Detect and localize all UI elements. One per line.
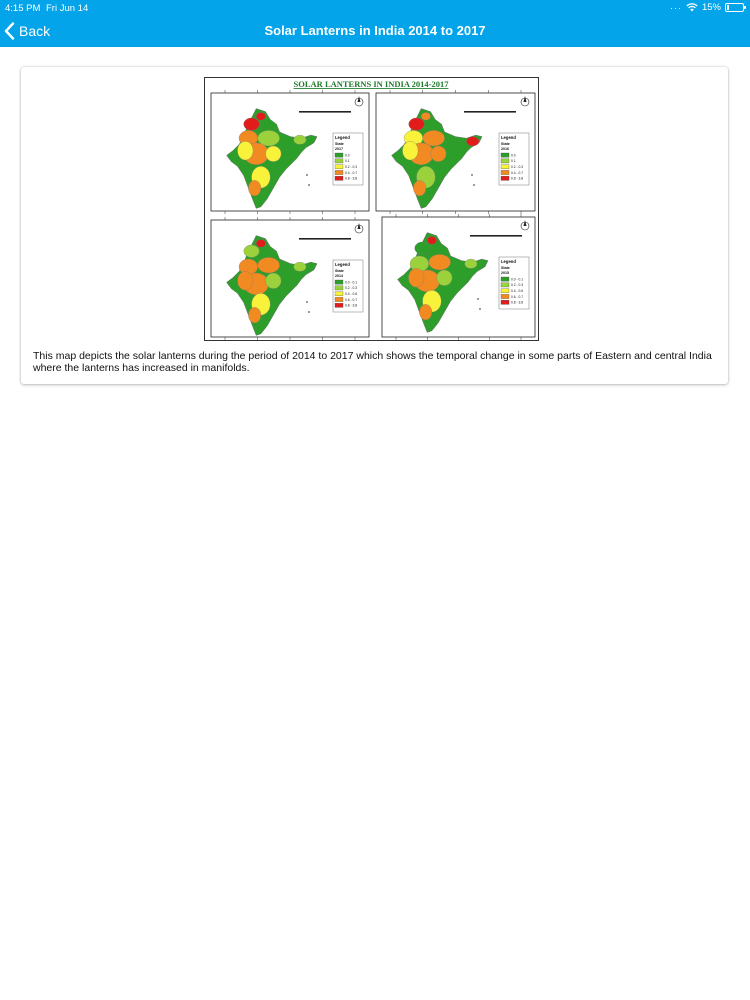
- legend-class-label: 0.8 - 3.8: [345, 303, 358, 308]
- legend-swatch: [335, 303, 343, 307]
- back-label: Back: [19, 23, 51, 39]
- legend-swatch: [335, 292, 343, 296]
- battery-level: [727, 5, 729, 10]
- legend-swatch: [335, 165, 343, 169]
- island-marker: [306, 174, 308, 176]
- legend-class-label: 0.2 - 0.3: [345, 165, 358, 169]
- page-title: Solar Lanterns in India 2014 to 2017: [264, 23, 486, 38]
- legend-class-label: 0.8 - 3.8: [511, 176, 524, 181]
- legend-class-label: 0.8 - 3.8: [511, 300, 524, 305]
- legend-swatch: [501, 165, 509, 169]
- legend-swatch: [501, 277, 509, 281]
- legend-subtitle: State: [335, 269, 344, 273]
- legend-subtitle: State: [501, 266, 510, 270]
- legend-class-label: 0.1: [511, 159, 516, 164]
- scale-bar: [464, 111, 516, 113]
- state-region: [266, 273, 282, 289]
- state-region: [258, 257, 280, 273]
- state-region: [419, 304, 431, 320]
- legend-title: Legend: [335, 262, 350, 267]
- state-region: [409, 118, 425, 130]
- legend-title: Legend: [501, 135, 516, 140]
- figure-title: SOLAR LANTERNS IN INDIA 2014-2017: [293, 79, 449, 89]
- state-region: [465, 259, 477, 268]
- legend-class-label: 0.2 - 0.3: [345, 286, 358, 291]
- island-marker: [471, 174, 473, 176]
- state-region: [244, 245, 260, 257]
- state-region: [466, 137, 478, 146]
- legend-title: Legend: [501, 259, 516, 264]
- legend-swatch: [501, 170, 509, 174]
- signal-icon: ···: [669, 2, 682, 13]
- island-marker: [308, 311, 310, 313]
- legend-title: Legend: [335, 135, 350, 140]
- legend-subtitle: State: [501, 142, 510, 146]
- legend-class-label: 0.0 - 0.1: [345, 280, 358, 285]
- content-card: [21, 67, 728, 384]
- island-marker: [306, 301, 308, 303]
- map-panel-2016: [376, 90, 535, 214]
- battery-icon: [725, 3, 744, 12]
- legend-swatch: [501, 300, 509, 304]
- legend-swatch: [335, 176, 343, 180]
- state-region: [294, 262, 306, 271]
- legend-class-label: 0.4 - 0.6: [511, 289, 524, 293]
- legend-class-label: 0.6 - 0.7: [345, 297, 358, 302]
- battery-percent: 15%: [701, 2, 721, 13]
- legend-class-label: 0.6 - 0.7: [511, 294, 524, 299]
- status-date: Fri Jun 14: [46, 3, 89, 14]
- wifi-icon: [686, 3, 698, 12]
- legend-swatch: [501, 294, 509, 298]
- island-marker: [479, 308, 481, 310]
- solar-lanterns-map-image: [204, 77, 539, 341]
- legend-subtitle: State: [335, 142, 344, 146]
- state-region: [427, 236, 436, 244]
- state-region: [294, 135, 306, 144]
- legend-class-label: 0.4 - 0.7: [345, 170, 358, 175]
- scale-bar: [299, 111, 351, 113]
- legend-year: 2014: [335, 274, 343, 278]
- state-region: [429, 254, 451, 270]
- island-marker: [308, 184, 310, 186]
- legend-class-label: 0.4 - 0.6: [345, 292, 358, 296]
- state-region: [437, 270, 453, 286]
- map-panel-2014: [211, 217, 369, 340]
- legend-swatch: [335, 153, 343, 157]
- legend-class-label: 0.4 - 0.7: [511, 170, 524, 175]
- state-region: [256, 239, 265, 247]
- state-region: [237, 141, 253, 160]
- map-panel-2015: [382, 214, 535, 340]
- state-region: [248, 307, 260, 323]
- legend-class-label: 0.0 - 0.1: [511, 277, 524, 282]
- legend-swatch: [335, 286, 343, 290]
- state-region: [415, 242, 431, 254]
- state-region: [402, 141, 418, 160]
- island-marker: [477, 298, 479, 300]
- legend-class-label: 0.2 - 0.3: [511, 165, 524, 169]
- legend-swatch: [501, 283, 509, 287]
- legend-class-label: 0.0: [511, 153, 516, 158]
- legend-year: 2015: [501, 271, 509, 275]
- state-region: [408, 268, 424, 287]
- legend-swatch: [335, 170, 343, 174]
- state-region: [244, 118, 260, 130]
- legend-swatch: [335, 159, 343, 163]
- state-region: [256, 112, 265, 120]
- status-time: 4:15 PM: [5, 3, 41, 14]
- legend-swatch: [501, 289, 509, 293]
- map-panel-2017: [211, 90, 369, 214]
- legend-class-label: 0.0: [345, 153, 350, 158]
- scale-bar: [299, 238, 351, 240]
- legend-swatch: [335, 280, 343, 284]
- legend-class-label: 0.8 - 3.8: [345, 176, 358, 181]
- legend-class-label: 0.1: [345, 159, 350, 164]
- state-region: [421, 112, 430, 120]
- state-region: [237, 271, 253, 290]
- map-description: This map depicts the solar lanterns during the period of 2014 to 2017 which shows the temporal change in some parts of Eastern and central India where the lanterns has increased in manifolds.: [33, 350, 712, 374]
- legend-swatch: [501, 159, 509, 163]
- legend-swatch: [335, 297, 343, 301]
- legend-year: 2016: [501, 147, 509, 151]
- status-right-group: [670, 2, 744, 13]
- state-region: [431, 146, 447, 162]
- navigation-bar: [0, 0, 750, 47]
- legend-class-label: 0.2 - 0.3: [511, 283, 524, 288]
- scale-bar: [470, 235, 522, 237]
- state-region: [248, 180, 260, 196]
- status-bar: [0, 0, 750, 14]
- state-region: [413, 180, 425, 196]
- island-marker: [473, 184, 475, 186]
- legend-swatch: [501, 153, 509, 157]
- legend-swatch: [501, 176, 509, 180]
- state-region: [266, 146, 282, 162]
- legend-year: 2017: [335, 147, 343, 151]
